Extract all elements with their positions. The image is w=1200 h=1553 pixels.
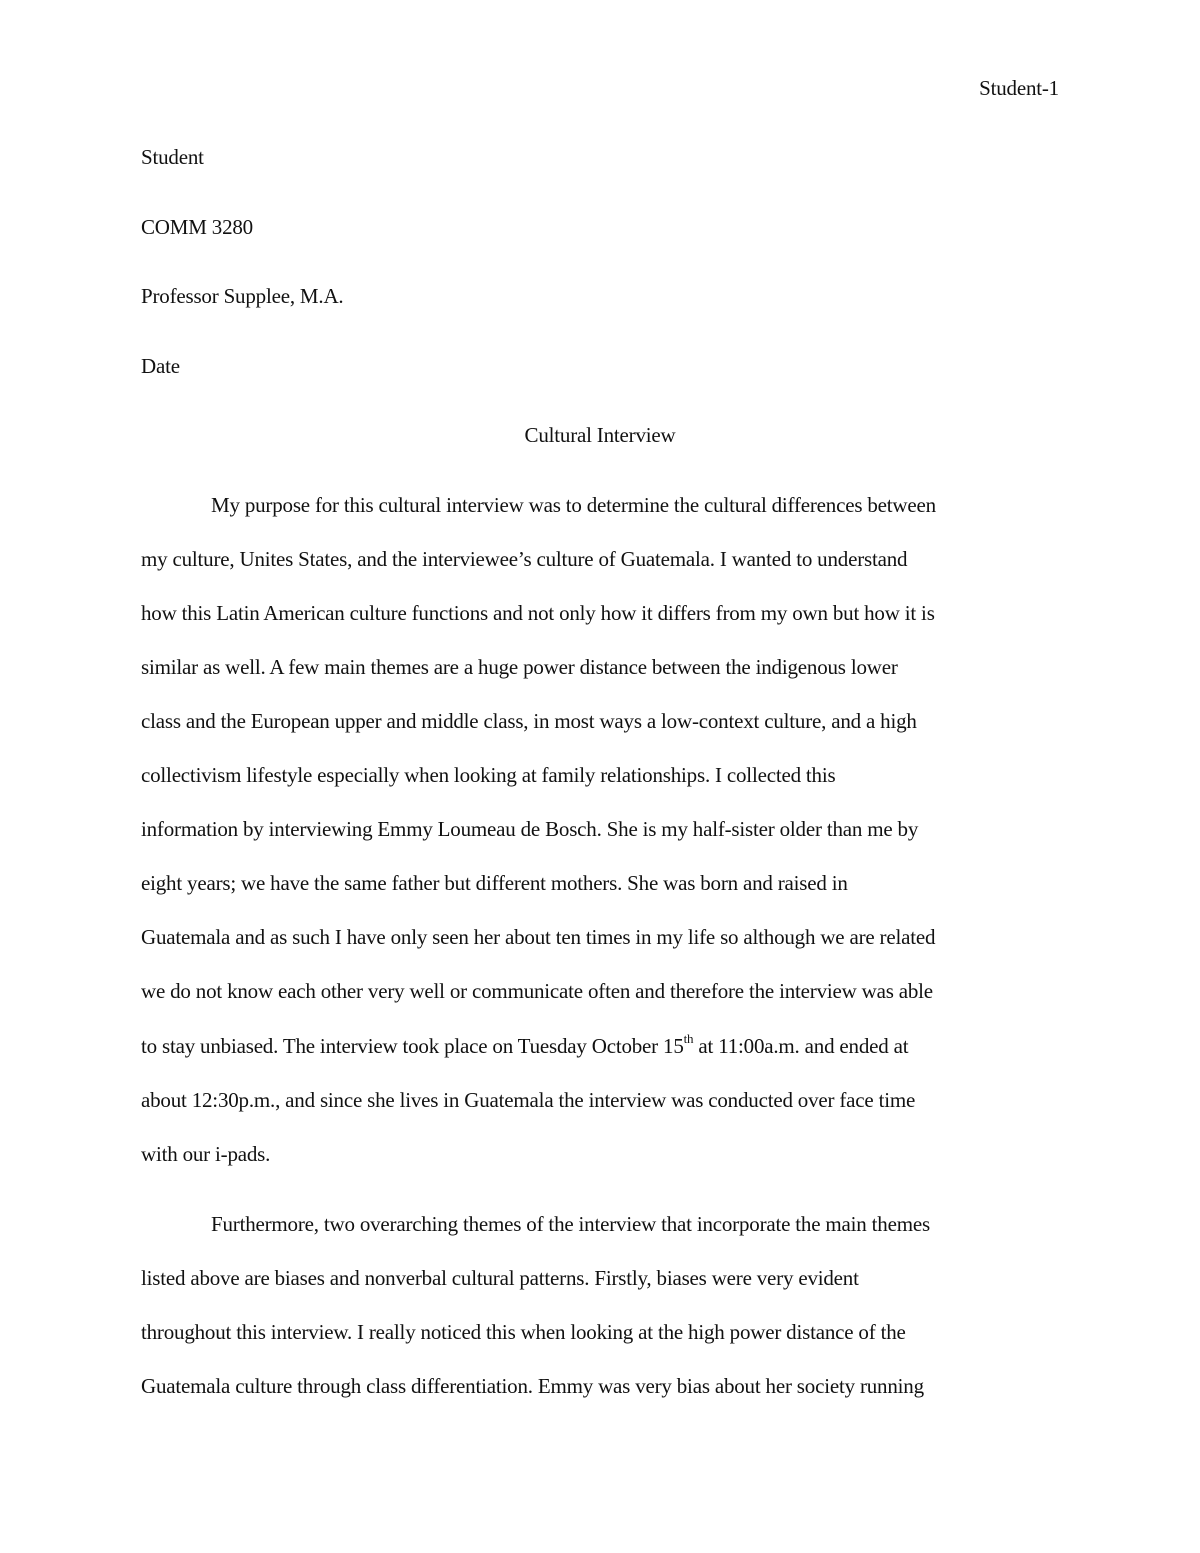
paragraph-line: we do not know each other very well or communicate often and therefore the interview was able — [141, 979, 933, 1003]
paragraph-line: My purpose for this cultural interview was to determine the cultural differences between — [211, 493, 936, 517]
paragraph-line: my culture, Unites States, and the interviewee’s culture of Guatemala. I wanted to understand — [141, 547, 908, 571]
paragraph-line: about 12:30p.m., and since she lives in Guatemala the interview was conducted over face time — [141, 1088, 916, 1112]
date-line: Date — [141, 354, 180, 378]
paragraph-line: how this Latin American culture functions and not only how it differs from my own but how it is — [141, 601, 935, 625]
student-name: Student — [141, 145, 204, 169]
paragraph-line: similar as well. A few main themes are a huge power distance between the indigenous lower — [141, 655, 898, 679]
paragraph-line: with our i-pads. — [141, 1142, 271, 1166]
paragraph-line: eight years; we have the same father but different mothers. She was born and raised in — [141, 871, 848, 895]
line-text: to stay unbiased. The interview took place on Tuesday October 15 — [141, 1034, 684, 1058]
paragraph-line: Furthermore, two overarching themes of the interview that incorporate the main themes — [211, 1212, 930, 1236]
line-text: at 11:00a.m. and ended at — [693, 1034, 909, 1058]
ordinal-suffix: th — [683, 1031, 694, 1046]
paragraph-line — [141, 1032, 908, 1060]
paragraph-line: throughout this interview. I really noticed this when looking at the high power distance of the — [141, 1320, 906, 1344]
document-title: Cultural Interview — [524, 423, 676, 447]
paragraph-line: Guatemala and as such I have only seen her about ten times in my life so although we are related — [141, 925, 936, 949]
paragraph-line: listed above are biases and nonverbal cultural patterns. Firstly, biases were very evident — [141, 1266, 859, 1290]
paragraph-line: collectivism lifestyle especially when looking at family relationships. I collected this — [141, 763, 836, 787]
paragraph-line: Guatemala culture through class differentiation. Emmy was very bias about her society running — [141, 1374, 924, 1398]
running-head: Student-1 — [979, 76, 1059, 100]
paragraph-line: class and the European upper and middle class, in most ways a low-context culture, and a high — [141, 709, 917, 733]
paragraph-line: information by interviewing Emmy Loumeau de Bosch. She is my half-sister older than me by — [141, 817, 919, 841]
course-code: COMM 3280 — [141, 215, 253, 239]
professor-name: Professor Supplee, M.A. — [141, 284, 344, 308]
